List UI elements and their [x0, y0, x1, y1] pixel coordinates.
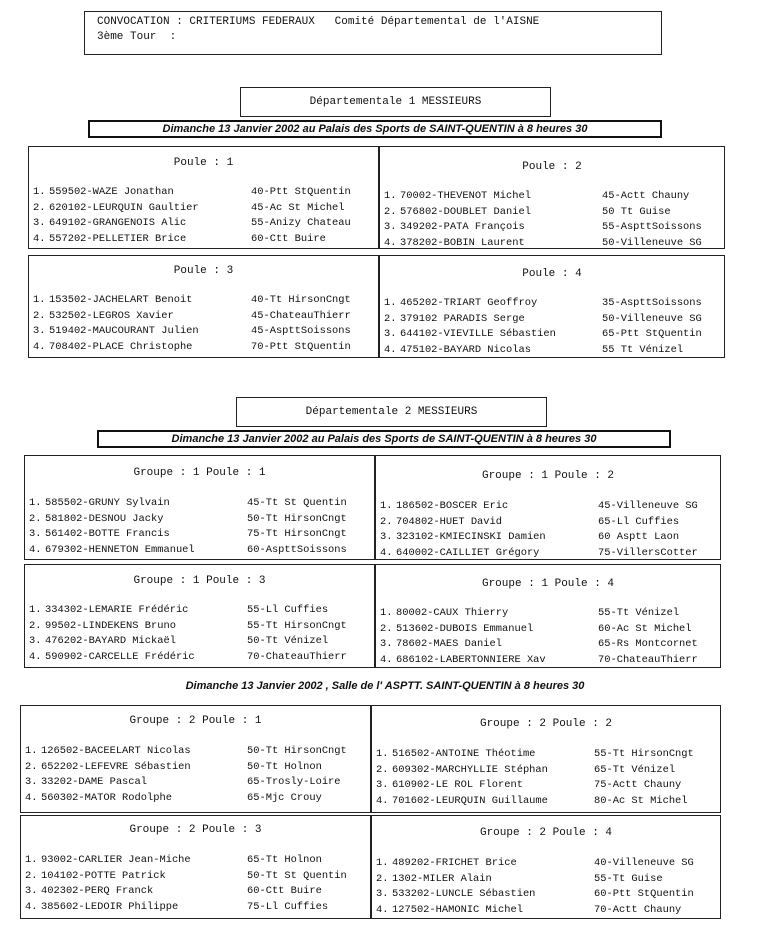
player-row: 2. 581802-DESNOU Jacky 50-Tt HirsonCngt — [29, 512, 347, 525]
player-row: 3. 519402-MAUCOURANT Julien 45-AspttSoissons — [33, 325, 351, 337]
poule-box-d2-g1-4 — [375, 564, 721, 668]
player-row: 4. 708402-PLACE Christophe 70-Ptt StQuentin — [33, 340, 351, 353]
date-banner-d2: Dimanche 13 Janvier 2002 au Palais des Sports de SAINT-QUENTIN à 8 heures 30 — [97, 430, 671, 448]
player-row: 3. 476202-BAYARD Mickaël 50-Tt Vénizel — [29, 635, 329, 647]
player-row: 3. 533202-LUNCLE Sébastien 60-Ptt StQuentin — [376, 888, 694, 900]
player-row: 3. 561402-BOTTE Francis 75-Tt HirsonCngt — [29, 528, 347, 540]
player-row: 3. 78602-MAES Daniel 65-Rs Montcornet — [380, 638, 698, 650]
player-row: 2. 576802-DOUBLET Daniel 50 Tt Guise — [384, 205, 671, 218]
poule-title: Groupe : 2 Poule : 1 — [129, 715, 262, 727]
poule-title: Poule : 1 — [173, 157, 234, 169]
player-row: 4. 560302-MATOR Rodolphe 65-Mjc Crouy — [25, 791, 322, 804]
convocation-title: CONVOCATION : CRITERIUMS FEDERAUX Comité Départemental de l'AISNE — [97, 16, 540, 28]
poule-title: Groupe : 2 Poule : 3 — [129, 824, 262, 836]
player-row: 1. 70002-THEVENOT Michel 45-Actt Chauny — [384, 190, 690, 202]
poule-box-d1-1 — [28, 146, 379, 249]
poule-box-d2-g2-1 — [20, 705, 371, 813]
player-row: 2. 513602-DUBOIS Emmanuel 60-Ac St Michel — [380, 622, 692, 635]
player-row: 1. 186502-BOSCER Eric 45-Villeneuve SG — [380, 500, 698, 512]
player-list — [33, 293, 378, 355]
player-row: 4. 557202-PELLETIER Brice 60-Ctt Buire — [33, 232, 326, 245]
player-row: 1. 334302-LEMARIE Frédéric 55-Ll Cuffies — [29, 604, 329, 616]
poule-title: Groupe : 2 Poule : 4 — [479, 827, 613, 839]
poule-title: Groupe : 1 Poule : 1 — [133, 467, 266, 479]
player-row: 1. 93002-CARLIER Jean-Miche 65-Tt Holnon — [25, 854, 322, 866]
player-row: 4. 686102-LABERTONNIERE Xav 70-ChateauThierr — [380, 653, 698, 666]
player-row: 2. 99502-LINDEKENS Bruno 55-Tt HirsonCngt — [29, 619, 347, 632]
poule-box-d2-g2-3 — [20, 815, 371, 919]
player-row: 1. 126502-BACEELART Nicolas 50-Tt HirsonCngt — [25, 745, 347, 757]
player-row: 4. 701602-LEURQUIN Guillaume 80-Ac St Michel — [376, 794, 688, 807]
date-banner-d2-asptt: Dimanche 13 Janvier 2002 , Salle de l' ASPTT. SAINT-QUENTIN à 8 heures 30 — [185, 680, 585, 692]
player-row: 4. 640002-CAILLIET Grégory 75-VillersCotter — [380, 546, 698, 559]
poule-box-d1-3 — [28, 255, 379, 358]
poule-box-d2-g1-1 — [24, 455, 375, 560]
player-row: 2. 704802-HUET David 65-Ll Cuffies — [380, 515, 680, 528]
player-list — [376, 856, 720, 918]
poule-title: Groupe : 1 Poule : 2 — [481, 470, 615, 482]
player-row: 2. 379102 PARADIS Serge 50-Villeneuve SG — [384, 312, 702, 325]
player-row: 3. 33202-DAME Pascal 65-Trosly-Loire — [25, 776, 341, 788]
poule-box-d2-g1-2 — [375, 455, 721, 560]
player-row: 3. 402302-PERQ Franck 60-Ctt Buire — [25, 885, 322, 897]
player-row: 3. 323102-KMIECINSKI Damien 60 Asptt Laon — [380, 531, 680, 543]
player-row: 3. 349202-PATA François 55-AspttSoissons — [384, 221, 702, 233]
player-row: 1. 153502-JACHELART Benoit 40-Tt HirsonCngt — [33, 294, 351, 306]
player-row: 4. 127502-HAMONIC Michel 70-Actt Chauny — [376, 903, 682, 916]
player-row: 3. 610902-LE ROL Florent 75-Actt Chauny — [376, 779, 682, 791]
convocation-header — [84, 11, 662, 55]
poule-title: Poule : 3 — [173, 265, 234, 277]
player-row: 1. 585502-GRUNY Sylvain 45-Tt St Quentin — [29, 497, 347, 509]
poule-title: Groupe : 2 Poule : 2 — [479, 718, 613, 730]
category-d1: Départementale 1 MESSIEURS — [240, 87, 551, 117]
player-row: 2. 1302-MILER Alain 55-Tt Guise — [376, 872, 663, 885]
player-row: 4. 590902-CARCELLE Frédéric 70-ChateauThierr — [29, 650, 347, 663]
player-row: 1. 80002-CAUX Thierry 55-Tt Vénizel — [380, 607, 680, 619]
poule-box-d1-2 — [379, 146, 725, 249]
poule-title: Poule : 2 — [522, 161, 582, 173]
category-d2: Départementale 2 MESSIEURS — [236, 397, 547, 427]
player-list — [376, 747, 720, 809]
player-row: 4. 679302-HENNETON Emmanuel 60-AspttSoissons — [29, 543, 347, 556]
round-label: 3ème Tour : — [97, 31, 177, 43]
player-row: 3. 649102-GRANGENOIS Alic 55-Anizy Chateau — [33, 217, 351, 229]
poule-box-d2-g2-2 — [371, 705, 721, 813]
player-list — [380, 606, 720, 668]
poule-box-d1-4 — [379, 255, 725, 358]
player-row: 2. 609302-MARCHYLLIE Stéphan 65-Tt Vénizel — [376, 763, 676, 776]
player-row: 1. 465202-TRIART Geoffroy 35-AspttSoissons — [384, 297, 702, 309]
poule-title: Poule : 4 — [522, 268, 582, 280]
player-row: 2. 532502-LEGROS Xavier 45-ChateauThierr — [33, 309, 351, 322]
player-list — [33, 185, 378, 247]
player-row: 1. 516502-ANTOINE Théotime 55-Tt HirsonCngt — [376, 748, 694, 760]
poule-title: Groupe : 1 Poule : 3 — [133, 575, 266, 587]
player-row: 2. 652202-LEFEVRE Sébastien 50-Tt Holnon — [25, 760, 322, 773]
player-list — [25, 744, 370, 806]
player-list — [25, 853, 370, 915]
player-list — [29, 496, 374, 558]
player-row: 4. 475102-BAYARD Nicolas 55 Tt Vénizel — [384, 343, 684, 356]
poule-box-d2-g2-4 — [371, 815, 721, 919]
player-list — [29, 603, 374, 665]
date-banner-d1: Dimanche 13 Janvier 2002 au Palais des Sports de SAINT-QUENTIN à 8 heures 30 — [88, 120, 662, 138]
player-row: 4. 385602-LEDOIR Philippe 75-Ll Cuffies — [25, 900, 329, 913]
player-row: 2. 620102-LEURQUIN Gaultier 45-Ac St Michel — [33, 201, 345, 214]
player-row: 1. 559502-WAZE Jonathan 40-Ptt StQuentin — [33, 186, 351, 198]
player-list — [384, 296, 724, 358]
player-row: 2. 104102-POTTE Patrick 50-Tt St Quentin — [25, 869, 347, 882]
player-row: 3. 644102-VIEVILLE Sébastien 65-Ptt StQuentin — [384, 328, 702, 340]
player-row: 4. 378202-BOBIN Laurent 50-Villeneuve SG — [384, 236, 702, 249]
player-list — [380, 499, 720, 561]
poule-box-d2-g1-3 — [24, 564, 375, 668]
player-row: 1. 489202-FRICHET Brice 40-Villeneuve SG — [376, 857, 694, 869]
player-list — [384, 189, 724, 251]
poule-title: Groupe : 1 Poule : 4 — [481, 578, 615, 590]
